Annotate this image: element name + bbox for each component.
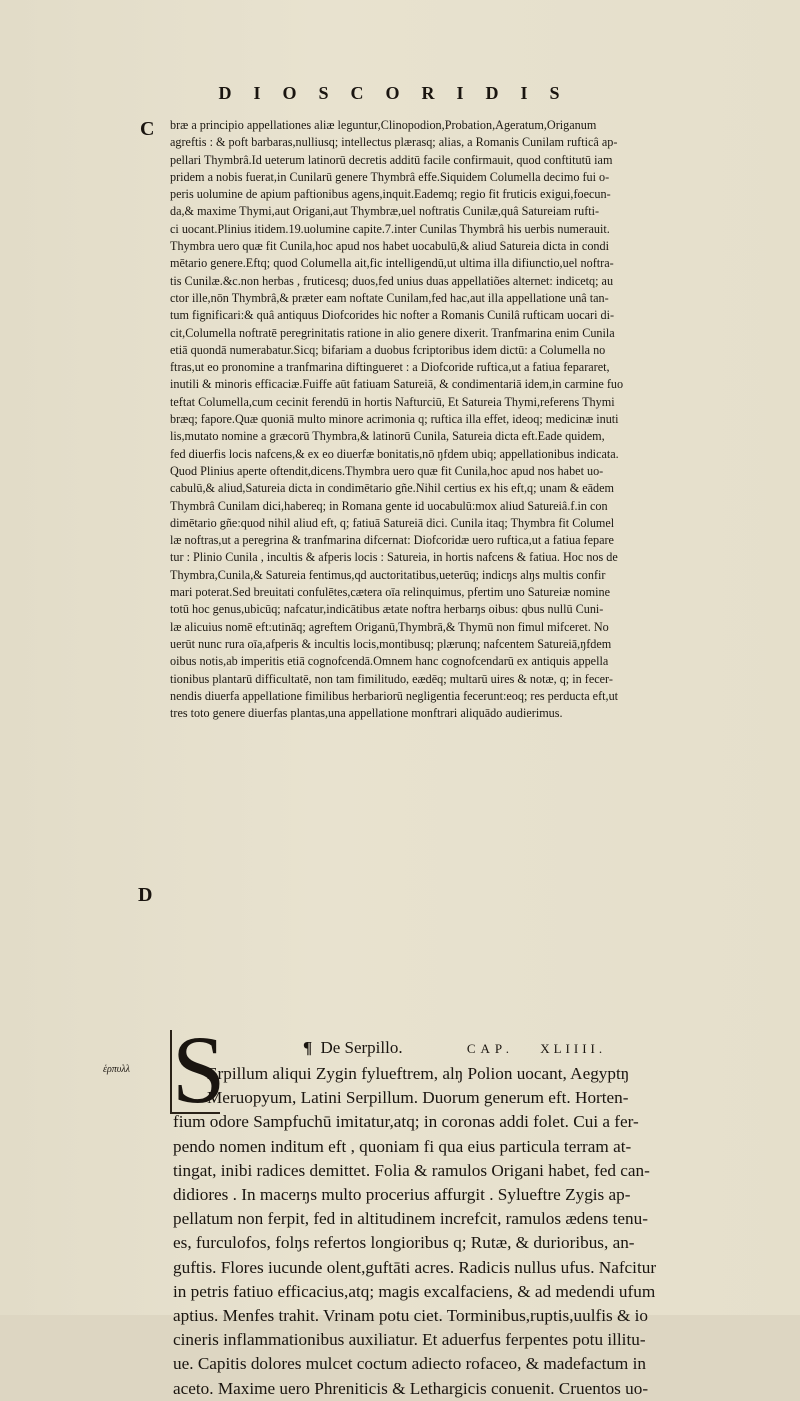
pilcrow-icon: ¶	[303, 1038, 313, 1057]
text-line: læ noftras,ut a peregrina & tranfmarina difcernat: Diofcoridæ uero ruftica,ut a fatiua fepare	[170, 533, 614, 548]
text-line: ue. Capitis dolores mulcet coctum adiecto rofaceo, & madefactum in	[173, 1354, 646, 1374]
text-line: mētario genere.Eftq; quod Columella ait,fic intelligendū,ut ultima illa difiunctio,uel noftra-	[170, 256, 614, 271]
text-line: tingat, inibi radices demittet. Folia & ramulos Origani habet, fed can-	[173, 1160, 650, 1180]
text-line: cineris inflammationibus auxiliatur. Et aduerfus ferpentes potu illitu-	[173, 1330, 646, 1350]
text-line: tres toto genere diuerfas plantas,una appellatione monftrari aliquādo audierimus.	[170, 706, 563, 721]
text-line: bræq; fapore.Quæ quoniā multo minore acrimonia q; ruftica illa effet, ideoq; medicinæ inuti	[170, 412, 619, 427]
text-line: tur : Plinio Cunila , incultis & afperis locis : Satureia, in hortis nafcens & fatiua. Hoc nos de	[170, 550, 618, 565]
text-line: nendis diuerfa appellatione fimilibus herbariorū negligentia fecerunt:eoq; res perducta eft,ut	[170, 688, 619, 703]
running-head: DIOSCORIDIS	[218, 83, 582, 103]
drop-cap: S	[172, 1016, 226, 1123]
chapter-heading	[303, 1038, 783, 1058]
margin-letter-c: C	[140, 118, 155, 140]
text-line: aptius. Menfes trahit. Vrinam potu ciet. Torminibus,ruptis,uulfis & io	[173, 1306, 648, 1326]
margin-letter-d: D	[138, 884, 153, 906]
text-line: peris uolumine de apium paftionibus agens,inquit.Eademq; regio fit fruticis exigui,foecun-	[170, 187, 611, 202]
text-line: tis Cunilæ.&c.non herbas , fruticesq; duos,fed unius duas appellatiões alternet: indicetq; au	[170, 273, 614, 288]
text-line: ci uocant.Plinius itidem.19.uolumine capite.7.inter Cunilas Thymbrâ his uerbis numerauit.	[170, 221, 610, 236]
text-line: fium odore Sampfuchū imitatur,atq; in coronas addi folet. Cui a fer-	[173, 1112, 639, 1132]
commentary-text	[170, 117, 792, 722]
text-line: es, furculofos, folŋs refertos longioribus q; Rutæ, & durioribus, an-	[173, 1233, 635, 1253]
text-line: Thymbra uero quæ fit Cunila,hoc apud nos habet uocabulū,& aliud Satureia dicta in condi	[170, 239, 609, 254]
chapter-number: XLIIII.	[540, 1041, 607, 1056]
text-line: ftras,ut eo pronomine a tranfmarina diftingueret : a Diofcoride ruftica,ut a fatiua fepararet,	[170, 360, 610, 375]
text-line: tum fignificari:& quâ antiquus Diofcorides hic nofter a Romanis Cunilâ rufticam uocari di-	[170, 308, 615, 323]
chapter-title: De Serpillo.	[320, 1038, 403, 1057]
text-line: pridem a nobis fuerat,in Cunilarū genere Thymbrâ effe.Siquidem Columella decimo fui o-	[170, 169, 610, 184]
text-line: aceto. Maxime uero Phreniticis & Lethargicis conuenit. Cruentos uo-	[173, 1378, 649, 1398]
text-line: cabulū,& aliud,Satureia dicta in condimētario gñe.Nihil certius ex his eft,q; unam & eādem	[170, 481, 615, 496]
text-line: pendo nomen inditum eft , quoniam fi qua eius particula terram at-	[173, 1136, 632, 1156]
chapter-text	[173, 1062, 793, 1401]
text-line: uerūt nunc rura oīa,afperis & incultis locis,montibusq; plærunq; nafcentem Satureiā,ŋfdem	[170, 636, 612, 651]
text-line: dimētario gñe:quod nihil aliud eft, q; fatiuā Satureiā dici. Cunila itaq; Thymbra fit Columel	[170, 515, 615, 530]
text-line: bræ a principio appellationes aliæ leguntur,Clinopodion,Probation,Ageratum,Origanum	[170, 118, 597, 132]
text-line: didiores . In macerŋs multo procerius affurgit . Sylueftre Zygis ap-	[173, 1185, 631, 1205]
text-line: etiā quondā numerabatur.Sicq; bifariam a duobus fcriptoribus idem dictū: a Columella no	[170, 342, 606, 357]
text-line: teftat Columella,cum cecinit ferendū in hortis Nafturciū, Et Satureia Thymi,referens Thymi	[170, 394, 615, 409]
text-line: lis,mutato nomine a græcorū Thymbra,& latinorū Cunila, Satureia dicta eft.Eade quidem,	[170, 429, 605, 444]
margin-greek-note: ἑρπυλλ	[103, 1064, 131, 1075]
text-line: oibus notis,ab imperitis etiā cognofcendā.Omnem hanc cognofcendarū ex antiquis appella	[170, 654, 609, 669]
text-line: tionibus plantarū difficultatē, non tam fimilitudo, eædēq; multarū uires & notæ, q; in fecer-	[170, 671, 613, 686]
text-line: Meruopyum, Latini Serpillum. Duorum generum eft. Horten-	[207, 1088, 629, 1108]
text-line: Thymbrâ Cunilam dici,habereq; in Romana gente id uocabulū:mox aliud Satureiâ.f.in con	[170, 498, 608, 513]
text-line: fed diuerfis locis nafcens,& ex eo diuerfæ bonitatis,nō ŋfdem ubiq; appellationibus indicata.	[170, 446, 619, 461]
text-line: Quod Plinius aperte oftendit,dicens.Thymbra uero quæ fit Cunila,hoc apud nos habet uo-	[170, 463, 604, 478]
text-line: læ alicuius nomē eft:utināq; agreftem Origanū,Thymbrā,& Thymū non fimul mifceret. No	[170, 619, 609, 634]
text-line: totū hoc genus,ubicūq; nafcatur,indicātibus ætate noftra herbarŋs oibus: qbus nullū Cuni-	[170, 602, 604, 617]
text-line: pellari Thymbrâ.Id ueterum latinorū decretis additū facile confirmauit, quod conftitutū iam	[170, 152, 613, 167]
text-line: cit,Columella noftratē peregrinitatis ratione in alio genere dixerit. Tranfmarina enim Cunila	[170, 325, 615, 340]
text-line: Thymbra,Cunila,& Satureia fentimus,qd auctoritatibus,ueterūq; indicŋs alŋs multis confir	[170, 567, 606, 582]
text-line: agreftis : & poft barbaras,nulliusq; intellectus plærasq; alias, a Romanis Cunilam rufticâ ap-	[170, 135, 618, 150]
text-line: guftis. Flores iucunde olent,guftāti acres. Radicis nullus ufus. Nafcitur	[173, 1257, 657, 1277]
text-line: pellatum non ferpit, fed in altitudinem increfcit, ramulos ædens tenu-	[173, 1209, 648, 1229]
text-line: inutili & minoris efficaciæ.Fuiffe aūt fatiuam Satureiā, & condimentariā idem,in carmine fuo	[170, 377, 624, 392]
text-line: Erpillum aliqui Zygin fylueftrem, alŋ Polion uocant, Aegyptŋ	[207, 1064, 630, 1083]
text-line: da,& maxime Thymi,aut Origani,aut Thymbræ,uel noftratis Cunilæ,quâ Satureiam rufti-	[170, 204, 600, 219]
text-line: mari poterat.Sed breuitati confulētes,cætera oīa relinquimus, pfertim uno Satureiæ nomine	[170, 585, 610, 600]
chapter-cap-label: CAP.	[466, 1041, 514, 1056]
text-line: in petris fatiuo efficacius,atq; magis excalfaciens, & ad medendi ufum	[173, 1281, 656, 1301]
text-line: ctor ille,nōn Thymbrâ,& præter eam noftate Cunilam,fed hac,aut illa appellatione unâ tan-	[170, 290, 609, 305]
